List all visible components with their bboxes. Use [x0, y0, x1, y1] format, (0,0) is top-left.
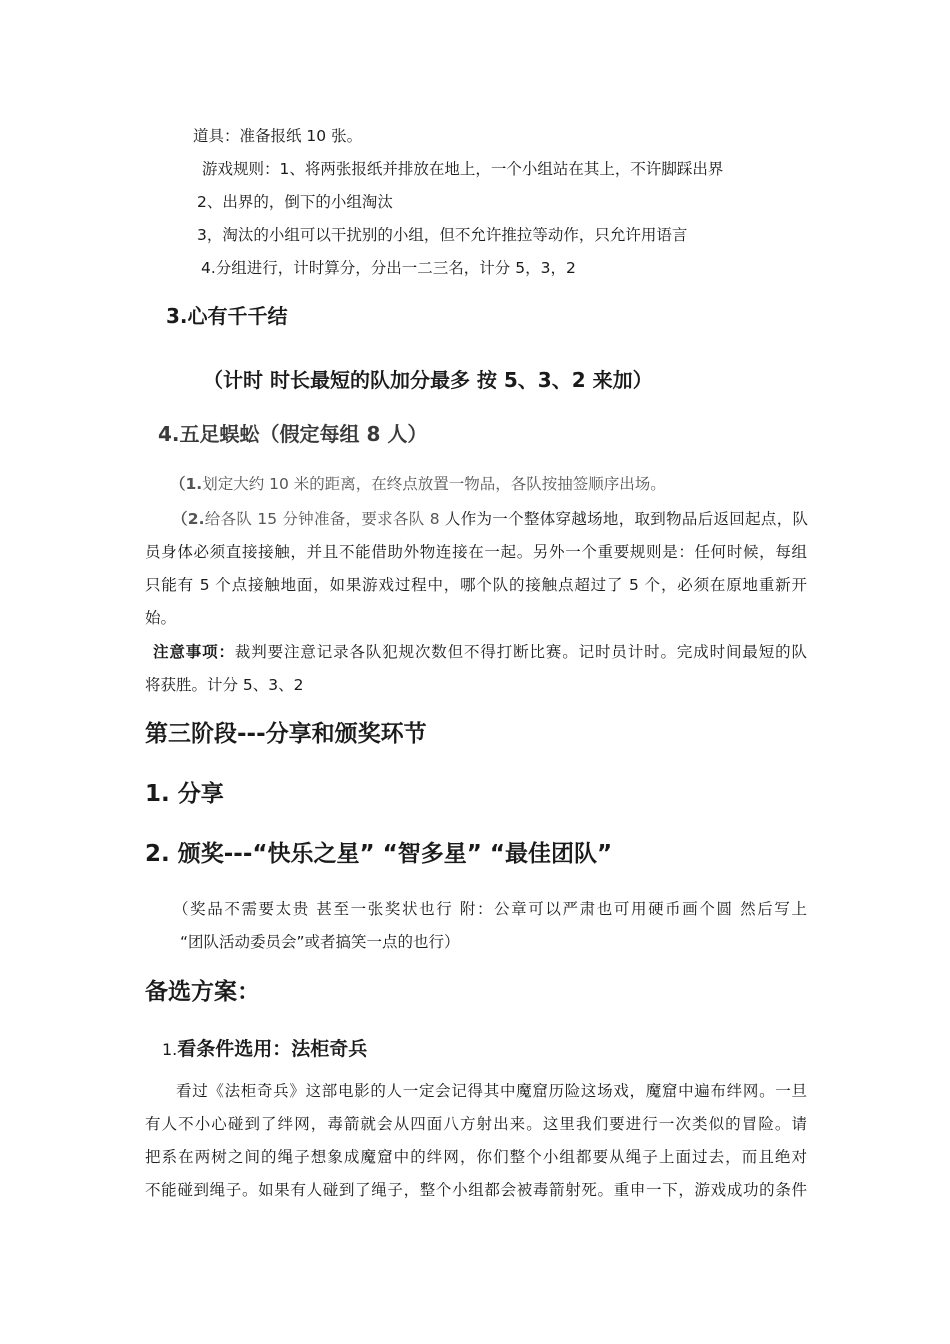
award-title: 2. 颁奖---“快乐之星” “智多星” “最佳团队”: [145, 841, 613, 867]
award-note-line-2: “团队活动委员会”或者搞笑一点的也行）: [180, 933, 460, 951]
notes-line1-text: 裁判要注意记录各队犯规次数但不得打断比赛。记时员计时。完成时间最短的队: [234, 643, 807, 661]
notes-label: 注意事项：: [153, 643, 235, 661]
backup1-number: 1.: [162, 1040, 178, 1059]
game4-p2-line-4: 始。: [145, 609, 177, 627]
game4-paragraph-1: [170, 473, 666, 495]
game4-p2-line1-rest: 人作为一个整体穿越场地，取到物品后返回起点，队: [444, 510, 808, 528]
game4-p2-line-1: [172, 508, 808, 530]
share-title: 1. 分享: [145, 781, 224, 807]
backup-plan-title: 备选方案：: [145, 979, 260, 1005]
award-note-line-1: （奖品不需要太贵 甚至一张奖状也行 附：公章可以严肃也可用硬币画个圆 然后写上: [173, 900, 807, 918]
props-line: 道具：准备报纸 10 张。: [193, 127, 363, 145]
game4-p2-line-2: 员身体必须直接接触，并且不能借助外物连接在一起。另外一个重要规则是：任何时候，每组: [145, 543, 807, 561]
backup1-line-3: 把系在两树之间的绳子想象成魔窟中的绊网，你们整个小组都要从绳子上面过去，而且绝对: [145, 1148, 807, 1166]
game4-title: 4.五足蜈蚣（假定每组 8 人）: [158, 422, 428, 446]
rules-line-4: 4.分组进行，计时算分，分出一二三名，计分 5，3，2: [201, 259, 576, 277]
game3-note: （计时 时长最短的队加分最多 按 5、3、2 来加）: [203, 368, 653, 392]
notes-line-1: [153, 641, 807, 663]
game4-p2-number: （2.: [172, 510, 205, 528]
game4-p1-number: （1.: [170, 475, 203, 493]
backup1-heading: [162, 1036, 367, 1062]
game4-p2-line1-gray: 给各队 15 分钟准备，要求各队 8: [204, 510, 445, 528]
backup1-line-2: 有人不小心碰到了绊网，毒箭就会从四面八方射出来。这里我们要进行一次类似的冒险。请: [145, 1115, 807, 1133]
game3-title: 3.心有千千结: [166, 304, 288, 328]
game4-p1-text: 划定大约 10 米的距离，在终点放置一物品，各队按抽签顺序出场。: [202, 475, 666, 493]
rules-line-1: 游戏规则：1、将两张报纸并排放在地上，一个小组站在其上，不许脚踩出界: [202, 160, 724, 178]
rules-line-2: 2、出界的，倒下的小组淘汰: [197, 193, 393, 211]
stage3-title: 第三阶段---分享和颁奖环节: [145, 721, 427, 747]
rules-line-3: 3，淘汰的小组可以干扰别的小组，但不允许推拉等动作，只允许用语言: [197, 226, 688, 244]
notes-line-2: 将获胜。计分 5、3、2: [145, 676, 304, 694]
backup1-line-1: 看过《法柜奇兵》这部电影的人一定会记得其中魔窟历险这场戏，魔窟中遍布绊网。一旦: [176, 1082, 807, 1100]
backup1-title: 看条件选用：法柜奇兵: [177, 1038, 368, 1060]
backup1-line-4: 不能碰到绳子。如果有人碰到了绳子，整个小组都会被毒箭射死。重申一下，游戏成功的条件: [145, 1181, 807, 1199]
game4-p2-line-3: 只能有 5 个点接触地面，如果游戏过程中，哪个队的接触点超过了 5 个，必须在原地重新开: [145, 576, 807, 594]
